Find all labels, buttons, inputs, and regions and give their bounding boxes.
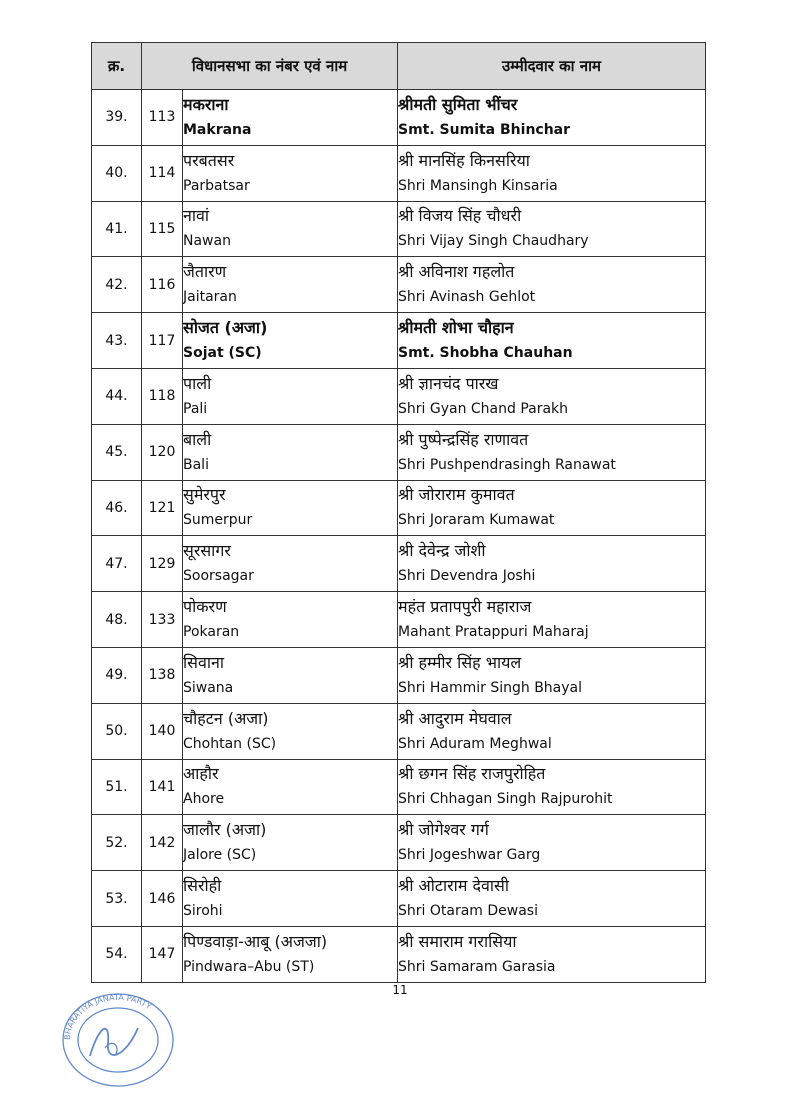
candidate-name-english: Shri Vijay Singh Chaudhary <box>398 233 589 250</box>
constituency-number-cell <box>142 871 183 927</box>
constituency-name-cell <box>183 592 398 648</box>
candidate-name-english: Shri Samaram Garasia <box>398 958 556 975</box>
candidate-name-hindi: श्री आदुराम मेघवाल <box>398 708 512 728</box>
constituency-number-cell <box>142 759 183 815</box>
candidate-name-cell <box>398 480 706 536</box>
serial-header: क्र. <box>92 43 142 90</box>
constituency-number: 141 <box>148 778 176 795</box>
table-header-row <box>92 43 706 90</box>
constituency-name-cell <box>183 201 398 257</box>
constituency-name-hindi: बाली <box>183 429 212 449</box>
serial-cell <box>92 536 142 592</box>
constituency-name-english: Jalore (SC) <box>183 847 257 864</box>
table-row <box>92 313 706 369</box>
table-row <box>92 592 706 648</box>
constituency-name-english: Bali <box>183 456 209 473</box>
constituency-number: 115 <box>148 220 176 237</box>
constituency-number-cell <box>142 480 183 536</box>
candidate-name-english: Shri Jogeshwar Garg <box>398 847 541 864</box>
constituency-name-hindi: आहौर <box>183 764 219 784</box>
serial-number: 39. <box>105 109 128 126</box>
candidate-name-cell <box>398 815 706 871</box>
constituency-name-english: Siwana <box>183 679 234 696</box>
candidate-name-english: Shri Hammir Singh Bhayal <box>398 679 583 696</box>
candidate-header: उम्मीदवार का नाम <box>398 43 706 90</box>
candidate-name-cell <box>398 90 706 146</box>
serial-number: 48. <box>105 611 128 628</box>
candidate-name-hindi: श्री पुष्पेन्द्रसिंह राणावत <box>398 429 529 449</box>
constituency-number-cell <box>142 257 183 313</box>
candidate-name-cell <box>398 145 706 201</box>
constituency-number: 140 <box>148 723 176 740</box>
constituency-name-hindi: सुमेरपुर <box>183 485 226 505</box>
candidate-name-english: Shri Gyan Chand Parakh <box>398 400 569 417</box>
candidate-name-cell <box>398 871 706 927</box>
constituency-name-hindi: सोजत (अजा) <box>183 318 268 338</box>
candidate-name-cell <box>398 926 706 982</box>
candidate-name-english: Shri Joraram Kumawat <box>398 512 555 529</box>
constituency-name-cell <box>183 536 398 592</box>
constituency-name-cell <box>183 145 398 201</box>
candidate-name-cell <box>398 592 706 648</box>
candidate-name-hindi: श्री ज्ञानचंद पारख <box>398 373 499 393</box>
serial-number: 51. <box>105 778 128 795</box>
serial-cell <box>92 201 142 257</box>
constituency-name-cell <box>183 90 398 146</box>
serial-cell <box>92 90 142 146</box>
serial-cell <box>92 759 142 815</box>
candidate-name-hindi: महंत प्रतापपुरी महाराज <box>398 597 532 617</box>
constituency-name-hindi: पाली <box>183 373 212 393</box>
constituency-name-hindi: सिरोही <box>183 876 222 896</box>
candidate-name-hindi: श्री ओटाराम देवासी <box>398 876 509 896</box>
table-row <box>92 480 706 536</box>
serial-number: 50. <box>105 723 128 740</box>
constituency-number: 133 <box>148 611 176 628</box>
constituency-number: 116 <box>148 276 176 293</box>
table-row <box>92 926 706 982</box>
candidate-name-hindi: श्री विजय सिंह चौधरी <box>398 206 522 226</box>
candidate-name-cell <box>398 424 706 480</box>
candidate-table <box>91 42 706 983</box>
constituency-name-cell <box>183 257 398 313</box>
constituency-number: 118 <box>148 388 176 405</box>
constituency-name-cell <box>183 313 398 369</box>
serial-number: 52. <box>105 834 128 851</box>
table-body <box>92 90 706 983</box>
serial-number: 53. <box>105 890 128 907</box>
serial-number: 47. <box>105 555 128 572</box>
candidate-name-cell <box>398 703 706 759</box>
candidate-name-cell <box>398 536 706 592</box>
serial-cell <box>92 647 142 703</box>
serial-number: 41. <box>105 220 128 237</box>
constituency-name-cell <box>183 480 398 536</box>
constituency-name-cell <box>183 759 398 815</box>
serial-cell <box>92 592 142 648</box>
table-row <box>92 368 706 424</box>
table-row <box>92 703 706 759</box>
constituency-number-cell <box>142 592 183 648</box>
candidate-name-hindi: श्रीमती सुमिता भींचर <box>398 94 518 114</box>
constituency-name-english: Pindwara–Abu (ST) <box>183 958 315 975</box>
candidate-name-hindi: श्री छगन सिंह राजपुरोहित <box>398 764 546 784</box>
constituency-name-hindi: मकराना <box>183 94 229 114</box>
candidate-name-cell <box>398 313 706 369</box>
constituency-name-cell <box>183 926 398 982</box>
constituency-name-english: Sojat (SC) <box>183 345 262 362</box>
table-row <box>92 145 706 201</box>
candidate-name-hindi: श्री देवेन्द्र जोशी <box>398 541 486 561</box>
serial-cell <box>92 480 142 536</box>
serial-number: 45. <box>105 444 128 461</box>
table-row <box>92 647 706 703</box>
candidate-name-english: Shri Mansingh Kinsaria <box>398 177 558 194</box>
constituency-name-cell <box>183 871 398 927</box>
candidate-name-cell <box>398 647 706 703</box>
constituency-name-english: Nawan <box>183 233 231 250</box>
candidate-name-hindi: श्री मानसिंह किनसरिया <box>398 150 530 170</box>
constituency-number: 146 <box>148 890 176 907</box>
serial-cell <box>92 703 142 759</box>
candidate-name-english: Shri Devendra Joshi <box>398 568 536 585</box>
serial-cell <box>92 368 142 424</box>
constituency-number: 117 <box>148 332 176 349</box>
constituency-header: विधानसभा का नंबर एवं नाम <box>142 43 398 90</box>
constituency-number: 113 <box>148 109 176 126</box>
candidate-name-cell <box>398 368 706 424</box>
table-row <box>92 759 706 815</box>
candidate-name-english: Shri Avinash Gehlot <box>398 289 536 306</box>
table-row <box>92 424 706 480</box>
candidate-name-hindi: श्रीमती शोभा चौहान <box>398 318 514 338</box>
constituency-number: 138 <box>148 667 176 684</box>
candidate-name-hindi: श्री समाराम गरासिया <box>398 931 517 951</box>
constituency-name-cell <box>183 368 398 424</box>
table-row <box>92 871 706 927</box>
constituency-name-english: Parbatsar <box>183 177 250 194</box>
candidate-name-english: Shri Pushpendrasingh Ranawat <box>398 456 616 473</box>
serial-number: 44. <box>105 388 128 405</box>
table-row <box>92 815 706 871</box>
constituency-name-cell <box>183 703 398 759</box>
candidate-name-hindi: श्री जोगेश्वर गर्ग <box>398 820 489 840</box>
constituency-number: 121 <box>148 499 176 516</box>
candidate-name-hindi: श्री जोराराम कुमावत <box>398 485 515 505</box>
serial-number: 43. <box>105 332 128 349</box>
candidate-name-english: Mahant Pratappuri Maharaj <box>398 624 589 641</box>
candidate-name-cell <box>398 257 706 313</box>
constituency-name-hindi: परबतसर <box>183 150 235 170</box>
constituency-name-hindi: चौहटन (अजा) <box>183 708 269 728</box>
candidate-name-hindi: श्री अविनाश गहलोत <box>398 262 515 282</box>
constituency-name-hindi: सूरसागर <box>183 541 231 561</box>
constituency-name-english: Pokaran <box>183 624 240 641</box>
candidate-name-english: Shri Aduram Meghwal <box>398 735 552 752</box>
table-row <box>92 257 706 313</box>
constituency-number-cell <box>142 703 183 759</box>
constituency-number-cell <box>142 815 183 871</box>
serial-number: 54. <box>105 946 128 963</box>
constituency-number: 114 <box>148 165 176 182</box>
serial-cell <box>92 424 142 480</box>
constituency-name-english: Jaitaran <box>183 289 237 306</box>
constituency-number: 142 <box>148 834 176 851</box>
constituency-name-cell <box>183 815 398 871</box>
constituency-number: 129 <box>148 555 176 572</box>
constituency-name-cell <box>183 647 398 703</box>
table-row <box>92 90 706 146</box>
constituency-name-cell <box>183 424 398 480</box>
constituency-number-cell <box>142 368 183 424</box>
serial-number: 49. <box>105 667 128 684</box>
serial-cell <box>92 815 142 871</box>
candidate-name-english: Smt. Shobha Chauhan <box>398 345 573 362</box>
constituency-name-hindi: जैतारण <box>183 262 227 282</box>
constituency-name-hindi: पिण्डवाड़ा-आबू (अजजा) <box>183 931 328 951</box>
candidate-name-english: Shri Otaram Dewasi <box>398 903 538 920</box>
constituency-number-cell <box>142 90 183 146</box>
constituency-name-english: Ahore <box>183 791 225 808</box>
candidate-name-english: Smt. Sumita Bhinchar <box>398 121 571 138</box>
table-row <box>92 536 706 592</box>
constituency-number: 120 <box>148 444 176 461</box>
constituency-name-english: Pali <box>183 400 208 417</box>
candidate-name-cell <box>398 201 706 257</box>
constituency-name-english: Sirohi <box>183 903 223 920</box>
candidate-name-english: Shri Chhagan Singh Rajpurohit <box>398 791 613 808</box>
serial-number: 42. <box>105 276 128 293</box>
seal-text: BHARATIYA JANATA PARTY <box>62 992 153 1041</box>
serial-number: 46. <box>105 499 128 516</box>
candidate-name-hindi: श्री हम्मीर सिंह भायल <box>398 652 522 672</box>
constituency-name-hindi: जालौर (अजा) <box>183 820 267 840</box>
constituency-number-cell <box>142 926 183 982</box>
constituency-name-hindi: सिवाना <box>183 652 225 672</box>
constituency-name-english: Chohtan (SC) <box>183 735 277 752</box>
serial-cell <box>92 871 142 927</box>
table-row <box>92 201 706 257</box>
constituency-number-cell <box>142 201 183 257</box>
constituency-number-cell <box>142 145 183 201</box>
constituency-number: 147 <box>148 946 176 963</box>
serial-number: 40. <box>105 165 128 182</box>
serial-cell <box>92 145 142 201</box>
constituency-number-cell <box>142 424 183 480</box>
constituency-number-cell <box>142 536 183 592</box>
serial-cell <box>92 926 142 982</box>
constituency-name-english: Makrana <box>183 121 252 138</box>
serial-cell <box>92 313 142 369</box>
party-seal-stamp <box>50 988 180 1098</box>
constituency-name-english: Soorsagar <box>183 568 254 585</box>
serial-cell <box>92 257 142 313</box>
candidate-name-cell <box>398 759 706 815</box>
constituency-number-cell <box>142 647 183 703</box>
constituency-name-hindi: पोकरण <box>183 597 227 617</box>
constituency-number-cell <box>142 313 183 369</box>
constituency-name-hindi: नावां <box>183 206 210 226</box>
page-number: 11 <box>392 983 408 997</box>
constituency-name-english: Sumerpur <box>183 512 253 529</box>
